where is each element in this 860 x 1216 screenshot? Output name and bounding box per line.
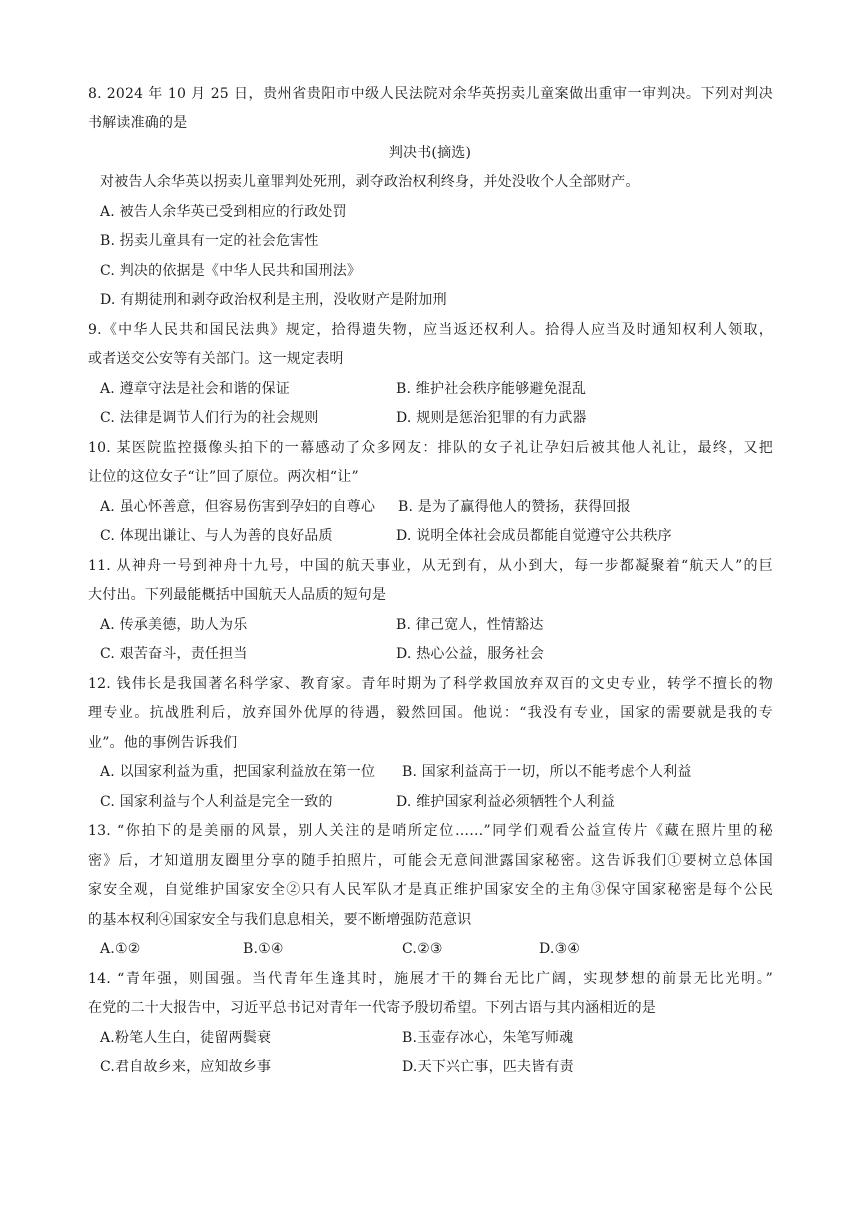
q9-stem-line1: 9.《中华人民共和国民法典》规定，拾得遗失物，应当返还权利人。拾得人应当及时通知权利人领取， xyxy=(88,322,773,338)
q14-option-a: A.粉笔人生白，徒留两鬓衰 xyxy=(100,1030,272,1046)
q13-option-a: A.①② xyxy=(100,941,141,957)
q11-stem-line2: 大付出。下列最能概括中国航天人品质的短句是 xyxy=(88,587,387,603)
q8-material-text: 对被告人余华英以拐卖儿童罪判处死刑，剥夺政治权利终身，并处没收个人全部财产。 xyxy=(100,174,640,190)
q12-option-d: D. 维护国家利益必须牺牲个人利益 xyxy=(396,794,616,810)
q14-option-c: C.君自故乡来，应知故乡事 xyxy=(100,1059,272,1075)
q14-stem-line2: 在党的二十大报告中，习近平总书记对青年一代寄予殷切希望。下列古语与其内涵相近的是 xyxy=(88,1000,656,1016)
q8-material-title: 判决书(摘选) xyxy=(388,145,472,161)
q8-option-a: A. 被告人余华英已受到相应的行政处罚 xyxy=(100,204,347,220)
q13-option-d: D.③④ xyxy=(539,941,581,957)
q11-stem-line1: 11. 从神舟一号到神舟十九号，中国的航天事业，从无到有，从小到大，每一步都凝聚着“航天人”的巨 xyxy=(88,558,773,574)
q13-option-b: B.①④ xyxy=(243,941,284,957)
q11-option-d: D. 热心公益，服务社会 xyxy=(396,646,545,662)
q10-option-a: A. 虽心怀善意，但容易伤害到孕妇的自尊心 xyxy=(100,499,376,515)
q13-option-c: C.②③ xyxy=(402,941,443,957)
q12-option-c: C. 国家利益与个人利益是完全一致的 xyxy=(100,794,333,810)
q12-stem-line1: 12. 钱伟长是我国著名科学家、教育家。青年时期为了科学救国放弃双百的文史专业，转学不擅长的物 xyxy=(88,676,773,692)
q10-option-b: B. 是为了赢得他人的赞扬，获得回报 xyxy=(398,499,631,515)
q12-stem-line2: 理专业。抗战胜利后，放弃国外优厚的待遇，毅然回国。他说：“我没有专业，国家的需要就是我的专 xyxy=(88,705,773,721)
q8-stem-line1: 8. 2024 年 10 月 25 日，贵州省贵阳市中级人民法院对余华英拐卖儿童案做出重审一审判决。下列对判决 xyxy=(88,86,773,102)
q10-stem-line2: 让位的这位女子“让”回了原位。两次相“让” xyxy=(88,469,359,485)
q8-option-b: B. 拐卖儿童具有一定的社会危害性 xyxy=(100,233,319,249)
q11-option-a: A. 传承美德，助人为乐 xyxy=(100,617,248,633)
q11-option-c: C. 艰苦奋斗，责任担当 xyxy=(100,646,248,662)
q12-option-b: B. 国家利益高于一切，所以不能考虑个人利益 xyxy=(402,764,692,780)
q9-option-d: D. 规则是惩治犯罪的有力武器 xyxy=(396,410,587,426)
q13-stem-line3: 家安全观，自觉维护国家安全②只有人民军队才是真正维护国家安全的主角③保守国家秘密是每个公民 xyxy=(88,882,773,898)
q12-stem-line3: 业”。他的事例告诉我们 xyxy=(88,735,238,751)
q8-option-d: D. 有期徒刑和剥夺政治权利是主刑，没收财产是附加刑 xyxy=(100,292,447,308)
q13-stem-line2: 密》后，才知道朋友圈里分享的随手拍照片，可能会无意间泄露国家秘密。这告诉我们①要树立总体国 xyxy=(88,853,773,869)
q10-stem-line1: 10. 某医院监控摄像头拍下的一幕感动了众多网友：排队的女子礼让孕妇后被其他人礼让，最终，又把 xyxy=(88,440,773,456)
q8-option-c: C. 判决的依据是《中华人民共和国刑法》 xyxy=(100,263,362,279)
q8-stem-line2: 书解读准确的是 xyxy=(88,115,188,131)
q13-stem-line4: 的基本权利④国家安全与我们息息相关，要不断增强防范意识 xyxy=(88,912,472,928)
q9-stem-line2: 或者送交公安等有关部门。这一规定表明 xyxy=(88,351,344,367)
q12-option-a: A. 以国家利益为重，把国家利益放在第一位 xyxy=(100,764,376,780)
q10-option-d: D. 说明全体社会成员都能自觉遵守公共秩序 xyxy=(396,528,672,544)
q13-stem-line1: 13. “你拍下的是美丽的风景，别人关注的是哨所定位……”同学们观看公益宣传片《藏在照片里的秘 xyxy=(88,823,773,839)
q9-option-a: A. 遵章守法是社会和谐的保证 xyxy=(100,381,291,397)
q10-option-c: C. 体现出谦让、与人为善的良好品质 xyxy=(100,528,333,544)
q14-stem-line1: 14. “青年强，则国强。当代青年生逢其时，施展才干的舞台无比广阔，实现梦想的前景无比光明。” xyxy=(88,971,773,987)
q9-option-b: B. 维护社会秩序能够避免混乱 xyxy=(396,381,587,397)
q14-option-d: D.天下兴亡事，匹夫皆有责 xyxy=(402,1059,574,1075)
q9-option-c: C. 法律是调节人们行为的社会规则 xyxy=(100,410,319,426)
q14-option-b: B.玉壶存冰心，朱笔写师魂 xyxy=(402,1030,574,1046)
q11-option-b: B. 律己宽人，性情豁达 xyxy=(396,617,544,633)
